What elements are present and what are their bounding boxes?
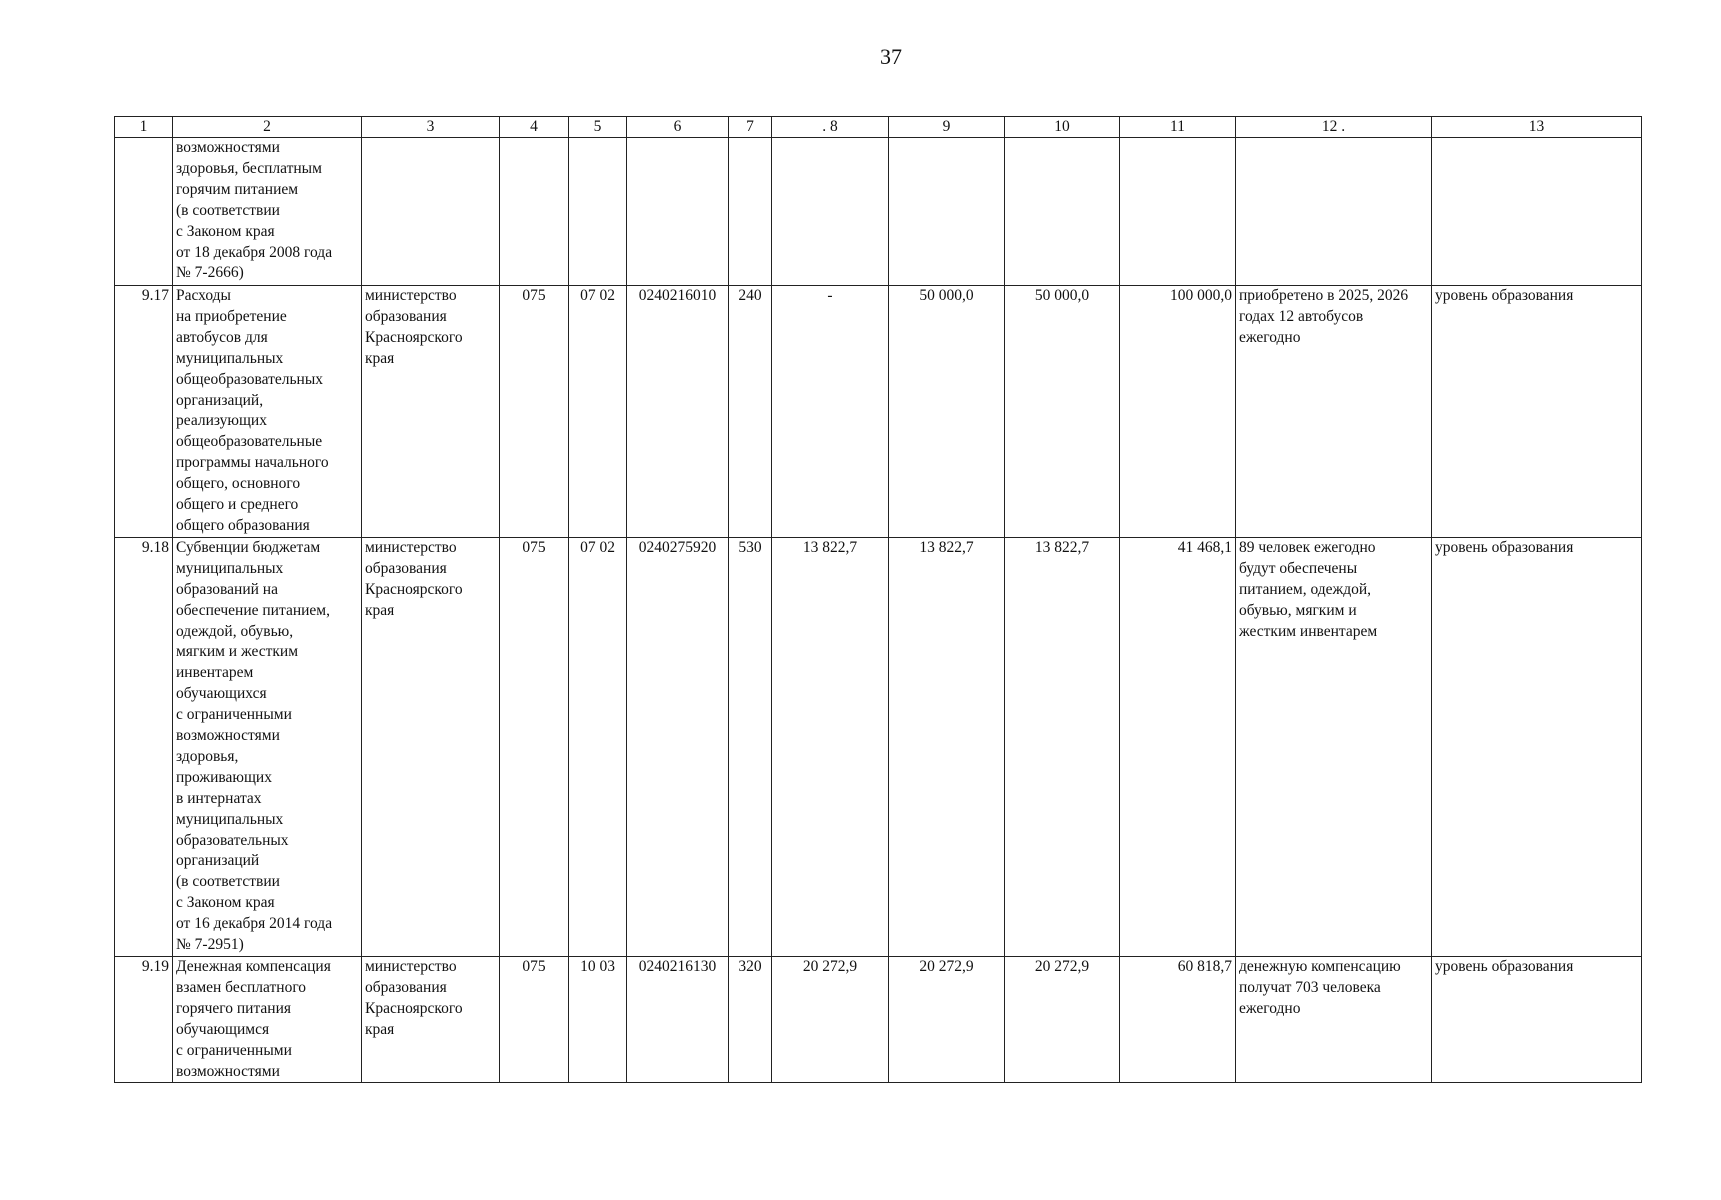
total-cell: 60 818,7: [1120, 957, 1236, 1083]
expense-name: возможностями здоровья, бесплатным горячим питанием (в соответствии с Законом края от 18 декабря 2008 года № 7-2666): [173, 138, 362, 286]
page-number: 37: [880, 44, 902, 69]
row-number: [115, 138, 173, 286]
row-number: 9.18: [115, 537, 173, 956]
amount-cell: 50 000,0: [889, 286, 1005, 538]
header-cell: 10: [1005, 117, 1120, 138]
row-number: 9.19: [115, 957, 173, 1083]
amount-cell: [1005, 138, 1120, 286]
expense-type-cell: 240: [729, 286, 772, 538]
header-cell: 7: [729, 117, 772, 138]
header-cell: 13: [1432, 117, 1642, 138]
header-cell: 11: [1120, 117, 1236, 138]
result-cell: денежную компенсацию получат 703 человека ежегодно: [1236, 957, 1432, 1083]
amount-cell: 20 272,9: [889, 957, 1005, 1083]
responsible-org: министерство образования Красноярского края: [362, 286, 500, 538]
section-cell: 10 03: [569, 957, 627, 1083]
code-cell: [500, 138, 569, 286]
amount-cell: [772, 138, 889, 286]
expense-type-cell: [729, 138, 772, 286]
responsible-org: министерство образования Красноярского края: [362, 957, 500, 1083]
section-cell: 07 02: [569, 537, 627, 956]
responsible-org: министерство образования Красноярского края: [362, 537, 500, 956]
amount-cell: -: [772, 286, 889, 538]
expense-type-cell: 530: [729, 537, 772, 956]
total-cell: 100 000,0: [1120, 286, 1236, 538]
level-cell: уровень образования: [1432, 537, 1642, 956]
total-cell: [1120, 138, 1236, 286]
table-row: [115, 286, 1642, 538]
amount-cell: 13 822,7: [772, 537, 889, 956]
amount-cell: 20 272,9: [772, 957, 889, 1083]
amount-cell: [889, 138, 1005, 286]
section-cell: 07 02: [569, 286, 627, 538]
header-row: [115, 117, 1642, 138]
result-cell: 89 человек ежегодно будут обеспечены питанием, одеждой, обувью, мягким и жестким инвентарем: [1236, 537, 1432, 956]
header-cell: . 8: [772, 117, 889, 138]
header-cell: 6: [627, 117, 729, 138]
result-cell: приобретено в 2025, 2026 годах 12 автобусов ежегодно: [1236, 286, 1432, 538]
budget-table: [114, 116, 1642, 1083]
section-cell: [569, 138, 627, 286]
header-cell: 12 .: [1236, 117, 1432, 138]
code-cell: 075: [500, 537, 569, 956]
header-cell: 5: [569, 117, 627, 138]
expense-type-cell: 320: [729, 957, 772, 1083]
header-cell: 1: [115, 117, 173, 138]
row-number: 9.17: [115, 286, 173, 538]
code-cell: 075: [500, 286, 569, 538]
table-row: [115, 138, 1642, 286]
target-code-cell: 0240216010: [627, 286, 729, 538]
responsible-org: [362, 138, 500, 286]
amount-cell: 13 822,7: [1005, 537, 1120, 956]
amount-cell: 20 272,9: [1005, 957, 1120, 1083]
expense-name: Субвенции бюджетам муниципальных образований на обеспечение питанием, одеждой, обувью, мягким и жестким инвентарем обучающихся с ограниченными возможностями здоровья, проживающих в интернатах муниципальных образовательных организаций (в соответствии с Законом края от 16 декабря 2014 года № 7-2951): [173, 537, 362, 956]
header-cell: 2: [173, 117, 362, 138]
level-cell: уровень образования: [1432, 286, 1642, 538]
total-cell: 41 468,1: [1120, 537, 1236, 956]
table-row: [115, 957, 1642, 1083]
amount-cell: 50 000,0: [1005, 286, 1120, 538]
code-cell: 075: [500, 957, 569, 1083]
amount-cell: 13 822,7: [889, 537, 1005, 956]
target-code-cell: 0240216130: [627, 957, 729, 1083]
result-cell: [1236, 138, 1432, 286]
level-cell: уровень образования: [1432, 957, 1642, 1083]
table-row: [115, 537, 1642, 956]
header-cell: 3: [362, 117, 500, 138]
header-cell: 4: [500, 117, 569, 138]
level-cell: [1432, 138, 1642, 286]
target-code-cell: [627, 138, 729, 286]
expense-name: Денежная компенсация взамен бесплатного горячего питания обучающимся с ограниченными возможностями: [173, 957, 362, 1083]
header-cell: 9: [889, 117, 1005, 138]
expense-name: Расходы на приобретение автобусов для муниципальных общеобразовательных организаций, реализующих общеобразовательные программы начального общего, основного общего и среднего общего образования: [173, 286, 362, 538]
target-code-cell: 0240275920: [627, 537, 729, 956]
